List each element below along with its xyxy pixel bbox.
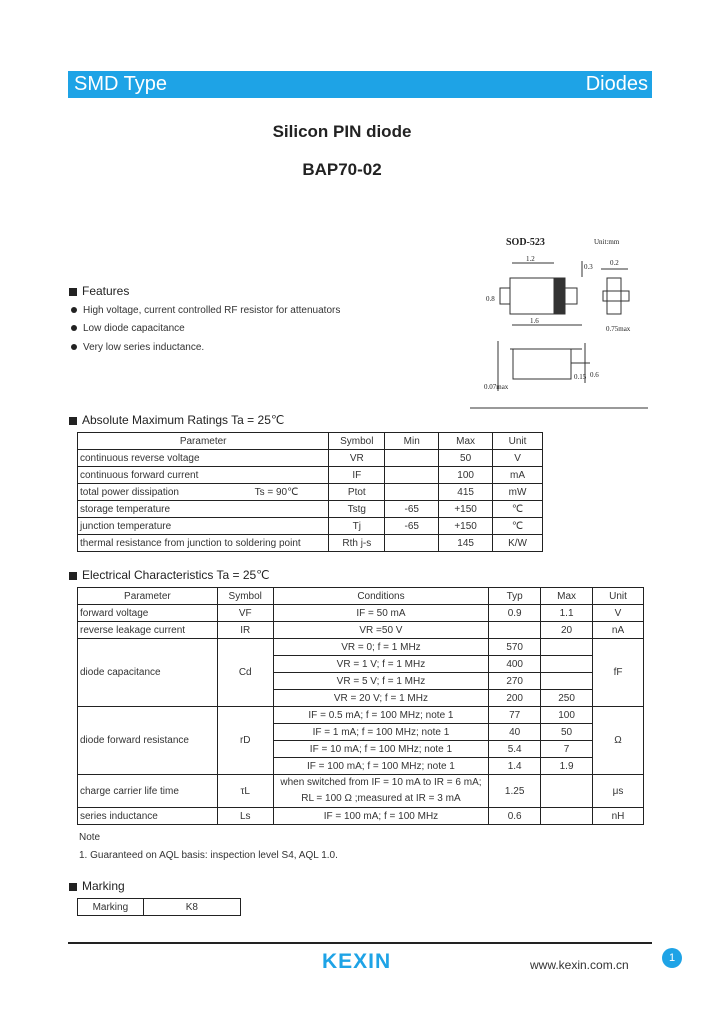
min-cell <box>385 484 439 501</box>
symbol-cell: Ls <box>217 808 273 825</box>
dim-label: 0.07max <box>484 383 509 391</box>
table-row <box>78 605 644 622</box>
col-header: Symbol <box>329 433 385 450</box>
header-right: Diodes <box>585 73 648 95</box>
max-cell: +150 <box>439 501 493 518</box>
table-row <box>78 808 644 825</box>
unit-cell: V <box>493 450 543 467</box>
package-unit: Unit:mm <box>594 238 620 246</box>
table-row <box>78 501 543 518</box>
symbol-cell: Ptot <box>329 484 385 501</box>
bullet-icon <box>71 325 77 331</box>
condition-line: RL = 100 Ω ;measured at IR = 3 mA <box>301 793 461 804</box>
table-row <box>78 707 644 724</box>
table-row <box>78 622 644 639</box>
unit-cell: nA <box>593 622 644 639</box>
max-cell: 50 <box>541 724 593 741</box>
condition-cell: IF = 100 mA; f = 100 MHz <box>273 808 489 825</box>
dim-label: 0.6 <box>590 371 599 379</box>
symbol-cell: Cd <box>217 639 273 707</box>
param-cell: series inductance <box>78 808 218 825</box>
bullet-icon <box>71 307 77 313</box>
unit-cell: V <box>593 605 644 622</box>
marking-value: K8 <box>143 899 240 916</box>
symbol-cell: VF <box>217 605 273 622</box>
col-header: Unit <box>493 433 543 450</box>
square-bullet-icon <box>69 288 77 296</box>
unit-cell: Ω <box>593 707 644 775</box>
table-row <box>78 899 241 916</box>
typ-cell: 570 <box>489 639 541 656</box>
abs-max-table <box>77 432 543 552</box>
max-cell: 145 <box>439 535 493 552</box>
symbol-cell: IF <box>329 467 385 484</box>
marking-label: Marking <box>78 899 144 916</box>
param-cell: storage temperature <box>78 501 329 518</box>
doc-title: Silicon PIN diode <box>272 122 412 141</box>
param-cell: total power dissipation Ts = 90℃ <box>78 484 329 501</box>
typ-cell: 400 <box>489 656 541 673</box>
symbol-cell: rD <box>217 707 273 775</box>
table-header-row <box>78 588 644 605</box>
col-header: Parameter <box>78 433 329 450</box>
typ-cell: 5.4 <box>489 741 541 758</box>
param-cell: junction temperature <box>78 518 329 535</box>
feature-item: Low diode capacitance <box>71 323 185 334</box>
square-bullet-icon <box>69 417 77 425</box>
table-row <box>78 484 543 501</box>
col-header: Min <box>385 433 439 450</box>
unit-cell: mW <box>493 484 543 501</box>
condition-cell: IF = 10 mA; f = 100 MHz; note 1 <box>273 741 489 758</box>
marking-heading: Marking <box>69 879 125 893</box>
condition-cell: VR = 20 V; f = 1 MHz <box>273 690 489 707</box>
unit-cell: fF <box>593 639 644 707</box>
min-cell: -65 <box>385 518 439 535</box>
table-row <box>78 639 644 656</box>
param-cell: forward voltage <box>78 605 218 622</box>
param-cell: charge carrier life time <box>78 775 218 808</box>
col-header: Unit <box>593 588 644 605</box>
elec-table <box>77 587 644 825</box>
table-row <box>78 775 644 808</box>
max-cell <box>541 656 593 673</box>
max-cell: 1.9 <box>541 758 593 775</box>
unit-cell: nH <box>593 808 644 825</box>
condition-cell: VR = 5 V; f = 1 MHz <box>273 673 489 690</box>
max-cell: 250 <box>541 690 593 707</box>
max-cell: 100 <box>541 707 593 724</box>
unit-cell: mA <box>493 467 543 484</box>
symbol-cell: IR <box>217 622 273 639</box>
part-number: BAP70-02 <box>302 160 382 179</box>
max-cell: 50 <box>439 450 493 467</box>
unit-cell: μs <box>593 775 644 808</box>
condition-cell: IF = 1 mA; f = 100 MHz; note 1 <box>273 724 489 741</box>
max-cell <box>541 639 593 656</box>
col-header: Max <box>439 433 493 450</box>
col-header: Symbol <box>217 588 273 605</box>
symbol-cell: Tstg <box>329 501 385 518</box>
kexin-logo: KEXIN <box>322 950 392 973</box>
condition-cell: VR =50 V <box>273 622 489 639</box>
symbol-cell: Tj <box>329 518 385 535</box>
min-cell: -65 <box>385 501 439 518</box>
max-cell <box>541 775 593 808</box>
typ-cell: 200 <box>489 690 541 707</box>
condition-cell: IF = 50 mA <box>273 605 489 622</box>
col-header: Max <box>541 588 593 605</box>
max-cell: 7 <box>541 741 593 758</box>
condition-text: Ts = 90℃ <box>254 486 299 498</box>
col-header: Conditions <box>273 588 489 605</box>
condition-line: when switched from IF = 10 mA to IR = 6 mA; <box>280 777 482 788</box>
param-cell: diode forward resistance <box>78 707 218 775</box>
max-cell <box>541 673 593 690</box>
symbol-cell: VR <box>329 450 385 467</box>
param-cell: reverse leakage current <box>78 622 218 639</box>
features-heading: Features <box>69 284 129 298</box>
dim-label: 1.2 <box>526 255 535 263</box>
note-text: 1. Guaranteed on AQL basis: inspection level S4, AQL 1.0. <box>79 850 338 861</box>
square-bullet-icon <box>69 883 77 891</box>
dim-label: 0.8 <box>486 295 495 303</box>
col-header: Typ <box>489 588 541 605</box>
dim-label: 1.6 <box>530 317 539 325</box>
min-cell <box>385 450 439 467</box>
condition-cell: VR = 0; f = 1 MHz <box>273 639 489 656</box>
min-cell <box>385 467 439 484</box>
symbol-cell: Rth j-s <box>329 535 385 552</box>
max-cell <box>541 808 593 825</box>
max-cell: 20 <box>541 622 593 639</box>
unit-cell: ℃ <box>493 501 543 518</box>
param-cell: continuous reverse voltage <box>78 450 329 467</box>
max-cell: 100 <box>439 467 493 484</box>
table-row <box>78 450 543 467</box>
square-bullet-icon <box>69 572 77 580</box>
feature-item: High voltage, current controlled RF resistor for attenuators <box>71 305 340 316</box>
page-number: 1 <box>662 948 682 968</box>
typ-cell <box>489 622 541 639</box>
col-header: Parameter <box>78 588 218 605</box>
max-cell: +150 <box>439 518 493 535</box>
marking-table <box>77 898 241 916</box>
dim-label: 0.3 <box>584 263 593 271</box>
footer-divider <box>68 942 652 944</box>
condition-cell <box>273 775 489 808</box>
typ-cell: 0.9 <box>489 605 541 622</box>
footer-url[interactable]: www.kexin.com.cn <box>530 958 629 972</box>
max-cell: 1.1 <box>541 605 593 622</box>
dim-label: 0.15 <box>574 373 587 381</box>
condition-cell: IF = 100 mA; f = 100 MHz; note 1 <box>273 758 489 775</box>
typ-cell: 1.25 <box>489 775 541 808</box>
table-row <box>78 467 543 484</box>
condition-cell: VR = 1 V; f = 1 MHz <box>273 656 489 673</box>
table-row <box>78 518 543 535</box>
typ-cell: 1.4 <box>489 758 541 775</box>
bullet-icon <box>71 344 77 350</box>
note-label: Note <box>79 832 101 843</box>
max-cell: 415 <box>439 484 493 501</box>
table-row <box>78 535 543 552</box>
typ-cell: 270 <box>489 673 541 690</box>
condition-cell: IF = 0.5 mA; f = 100 MHz; note 1 <box>273 707 489 724</box>
elec-heading: Electrical Characteristics Ta = 25℃ <box>69 568 270 582</box>
feature-item: Very low series inductance. <box>71 342 204 353</box>
typ-cell: 40 <box>489 724 541 741</box>
abs-max-heading: Absolute Maximum Ratings Ta = 25℃ <box>69 413 284 427</box>
unit-cell: ℃ <box>493 518 543 535</box>
typ-cell: 77 <box>489 707 541 724</box>
param-cell: thermal resistance from junction to soldering point <box>78 535 329 552</box>
min-cell <box>385 535 439 552</box>
header-bar <box>68 71 652 98</box>
typ-cell: 0.6 <box>489 808 541 825</box>
param-cell: continuous forward current <box>78 467 329 484</box>
dim-label: 0.75max <box>606 325 631 333</box>
param-cell: diode capacitance <box>78 639 218 707</box>
symbol-cell: τL <box>217 775 273 808</box>
table-header-row <box>78 433 543 450</box>
package-name: SOD-523 <box>506 237 545 248</box>
header-left: SMD Type <box>74 73 167 95</box>
dim-label: 0.2 <box>610 259 619 267</box>
package-drawing <box>470 233 650 413</box>
unit-cell: K/W <box>493 535 543 552</box>
